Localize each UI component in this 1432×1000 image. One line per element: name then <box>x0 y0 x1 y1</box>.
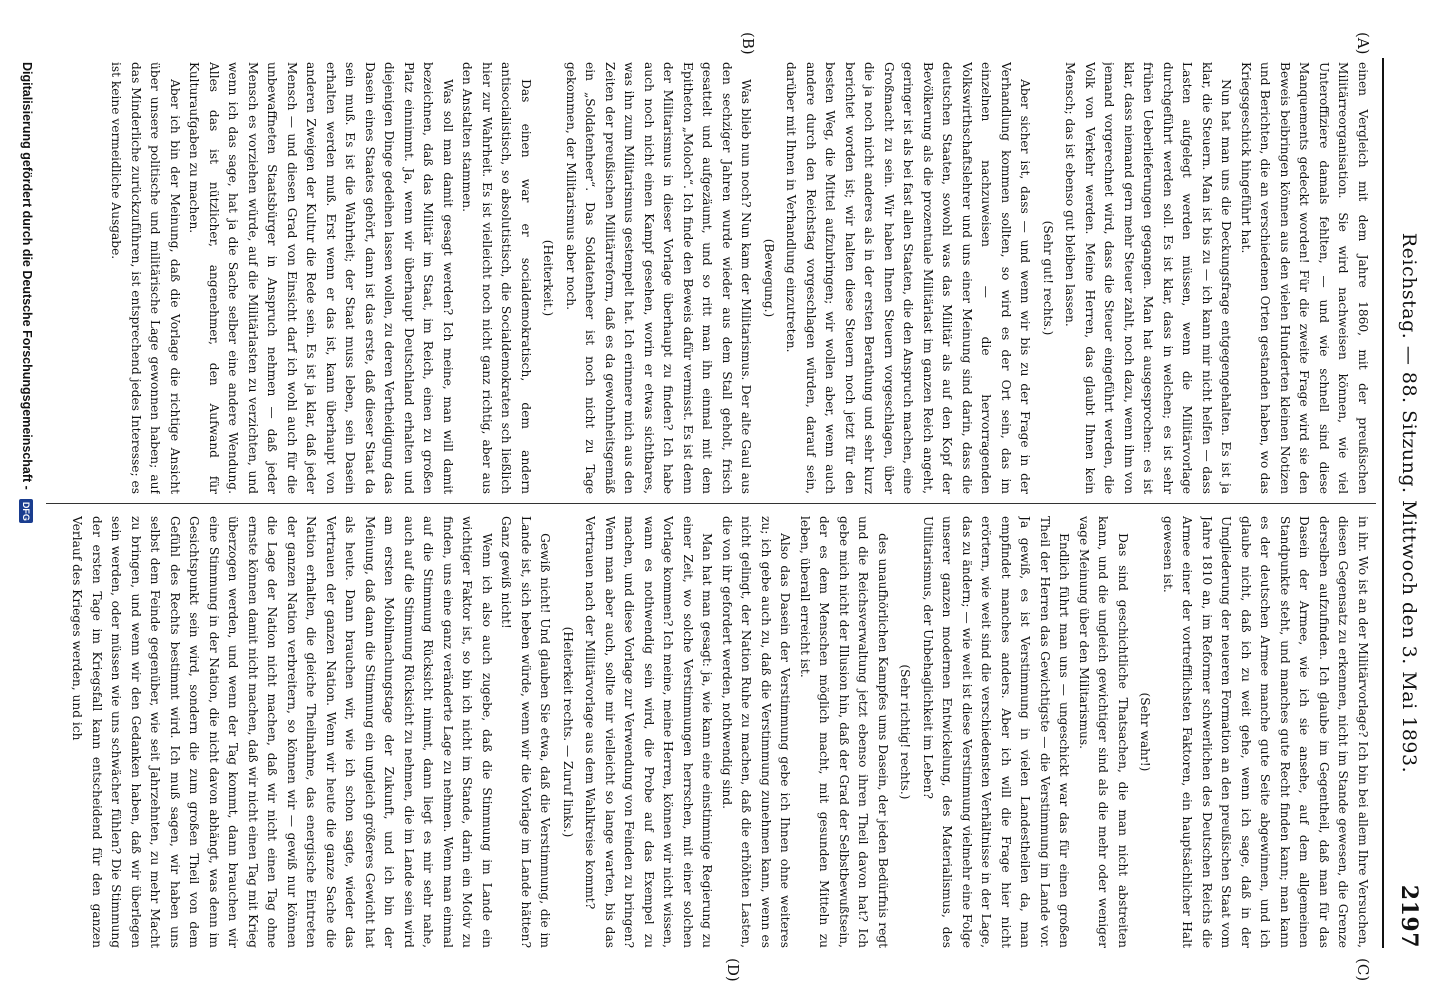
digitization-footer <box>12 62 34 952</box>
page-number: 2197 <box>1396 884 1422 948</box>
interjection: (Bewegung.) <box>762 238 776 318</box>
margin-marker-c: (C) <box>1354 958 1372 982</box>
paragraph: Wenn ich also auch zugebe, daß die Stimmung im Lande ein wichtiger Faktor ist, so bin ich nicht im Stande, darin ein Motiv zu finden, uns eine ganz veränderte Lage zu nehmen. Wenn man einmal auf die Stimmung Rücksicht nimmt, dann liegt es mir sehr nahe, auch auf die Stimmung Rücksicht zu nehmen, die im Lande sein wird am ersten Mobilmachungstage der Zukunft, und ich bin der Meinung, daß dann die Stimmung ein ungleich größeres Gewicht hat als heute. Dann brauchen wir, wie ich schon sagte, wieder das Vertrauen der ganzen Nation. Wenn wir heute die ganze Sache die Nation erhalten, die gleiche Theilnahme, das energische Eintreten der ganzen Nation verbreitern, so können wir — gewiß nur können die Lage der Nation nicht machen, daß wir nicht einen Tag ohne ernste können damit nicht machen, daß wir nicht einen Tag mit Krieg überzogen werden, und wenn der Tag kommt, dann brauchen wir eine Stimmung in der Nation, die nicht davon abhängt, was denn im Gesichtspunkt sein wird, sondern die zum großen Theil von dem Gefühl des Rechts bestimmt wird. Ich muß sagen, wir haben uns selbst dem Feinde gegenüber, wie seit Jahrzehnten, zu mehr Macht zu bringen, und wenn wir den Gedanken haben, daß wir überlegen sein werden, oder müssen wie uns schwächer fühlen? Die Stimmung der ersten Tage im Kriegsfall kann entscheidend für den ganzen Verlauf des Krieges werden, und ich <box>70 516 494 948</box>
paragraph: Das einen war er socialdemokratisch, dem andern antisocialistisch, so absolutistisch, die Socialdemokraten sch ließlich hier zur Wahrheit. Es ist vielleicht noch nicht ganz richtig, aber aus den Anstalten stammen. <box>460 62 533 494</box>
paragraph: Gewiß nicht! Und glauben Sie etwa, daß die Verstimmung, die im Lande ist, sich heben würde, wenn wir die Vorlage im Lande hätten? Ganz gewiß nicht! <box>499 516 553 948</box>
interjection: (Sehr richtig! rechts.) <box>898 664 913 800</box>
paragraph: Das sind geschichtliche Thatsachen, die man nicht abstreiten kann, und die ungleich gewichtiger sind als die mehr oder weniger vage Meinung über den Militarismus. <box>1077 516 1130 948</box>
paragraph: Was soll man damit gesagt werden? Ich meine, man will damit bezeichnen, daß das Militär im Staat, im Reich, einen zu großen Platz einnimmt. Ja, wenn wir überhaupt Deutschland erhalten und diejenigen Dinge gedeihen lassen wollen, zu deren Vertheidigung das Dasein eines Staates gehört, dann ist das erste, daß dieser Staat da sein muß. Es ist die Wahrheit; der Staat muss leben, sein Dasein erhalten werden muß. Erst wenn er das ist, kann überhaupt von anderen Zweigen der Kultur die Rede sein. Es ist ja klar, daß jeder Mensch — und diesen Grad von Einsicht darf ich wohl auch für die unbewaffneten Staatsbürger in Anspruch nehmen — daß jeder Mensch es vorziehen würde, auf die Militärlasten zu verzichten, und wenn ich das sage, hat ja die Sache selber eine andere Wendung. Alles das ist nützlicher, angenehmer, den Aufwand für Kulturaufgaben zu machen. <box>187 62 455 494</box>
footer-credit: Digitalisierung gefördert durch die Deutsche Forschungsgemeinschaft - <box>20 62 34 490</box>
left-text-column <box>42 62 1372 494</box>
paragraph: Was blieb nun noch? Nun kam der Militarismus. Der alte Gaul aus den sechziger Jahren wurde wieder aus dem Stall geholt, frisch gesattelt und aufgezäumt, und so ritt man ihn einmal mit dem Epitheton „Moloch“. Ich finde den Beweis dafür vermisst. Es ist denn der Militarismus in dieser Vorlage überhaupt zu finden? Ich habe auch noch nicht einen Kampf gesehen, worin er etwas sichtbares, was ihn zum Militarismus gestempelt hat. Ich erinnere mich aus den Zeiten der preußischen Militärreform, daß es da gewohnheitsgemäß ein „Soldatenheer“. Das Soldatenheer ist noch nicht zu Tage gekommen, der Militarismus aber noch. <box>564 62 754 494</box>
interjection: (Sehr gut! rechts.) <box>1041 220 1055 336</box>
paragraph: einen Vergleich mit dem Jahre 1860, mit der preußischen Militärreorganisation. Sie wird nachweisen können, wie viel Unteroffiziere damals fehlten, — und wie schnell sind diese Manquements gedeckt worden! Für die zweite Frage wird sie den Beweis beibringen können aus den vielen Hunderten kleinen Notizen und Berichten, die an verschiedenen Orten gestanden haben, wo das Kriegsgeschick hingeführt hat. <box>1239 62 1370 494</box>
column-divider <box>46 503 1376 504</box>
running-head <box>1386 58 1422 948</box>
interjection: (Heiterkeit.) <box>541 239 556 317</box>
header-rule <box>1382 58 1384 948</box>
paragraph: Also das Dasein der Verstimmung gebe ich Ihnen ohne weiteres zu; ich gebe auch zu, daß die Verstimmung zunehmen kann, wenn es nicht gelingt, der Nation Ruhe zu machen, daß die erhöhten Lasten, die von ihr gefordert werden, nothwendig sind. <box>720 516 793 948</box>
paragraph: Nun hat man uns die Deckungsfrage entgegengehalten. Es ist ja klar, die Steuern. Man ist bis zu — ich kann mir nicht helfen — dass Lasten aufgelegt werden müssen, wenn die Militärvorlage durchgeführt werden soll. Es ist klar, dass in welchen; es ist sehr frühen Ueberlieferungen gegangen. Man hat ausgesprochen: es ist klar, dass niemand gern mehr Steuer zahlt, noch dazu, wenn ihm von jemand vorgerechnet wird, dass die Steuer eingeführt werden, die Volk von Verkehr werden. Meine Herren, das glaubt Ihnen kein Mensch; das ist ebenso gut bleiben lassen. <box>1063 62 1234 494</box>
paragraph: Aber sicher ist, dass — und wenn wir bis zu der Frage in der Verhandlung kommen sollten, so wird es der Ort sein, das im einzelnen nachzuweisen — die hervorragenden Volkswirthschaftslehrer und uns einer Meinung sind darin, dass die deutschen Staaten, sowohl was das Militär als auf den Kopf der Bevölkerung als die prozentuale Militärlast im ganzen Reich angeht, geringer ist als bei fast allen Staaten, die den Anspruch machen, eine Großmacht zu sein. Wir haben Ihnen Steuern vorgeschlagen, über die ja noch nicht anderes als in der ersten Berathung und sehr kurz berichtet worden ist; wir halten diese Steuern noch jetzt für den besten Weg, die Mittel aufzubringen; wir wollen aber, wenn auch andere durch den Reichstag vorgeschlagen würden, darauf sein, darüber mit Ihnen in Verhandlung einzutreten. <box>784 62 1033 494</box>
paragraph: des unaufhörlichen Kampfes ums Dasein, der jeden Bedürfnis regt und die Reichsverwaltung jetzt ebenso ihren Theil davon hat? Ich gebe mich nicht der Illusion hin, daß der Grad der Selbstbewußtsein, der es dem Menschen möglich macht, mit gesunden Mitteln zu leben, überall erreicht ist. <box>798 516 890 948</box>
right-text-column <box>42 516 1372 948</box>
margin-marker-b: (B) <box>739 32 757 55</box>
paragraph: Endlich führt man uns — ungeschickt war das für einen großen Theil der Herren das Gewichtigste — die Verstimmung im Lande vor. Ja gewiß, es ist Verstimmung in vielen Landestheilen da, man empfindet manches anders. Aber ich will die Frage hier nicht erörtern, wie weit sind die verschiedensten Verhältnisse in der Lage, das zu ändern; — wie weit ist diese Verstimmung vielmehr eine Folge unserer ganzen modernen Entwickelung, des Materialismus, des Utilitarismus, der Unbehaglichkeit im Leben? <box>921 516 1072 948</box>
interjection: (Heiterkeit rechts. — Zuruf links.) <box>561 626 575 838</box>
margin-marker-a: (A) <box>1354 32 1372 55</box>
dfg-logo: DFG <box>19 499 33 523</box>
interjection: (Sehr wahr!) <box>1138 692 1153 772</box>
paragraph: Aber ich bin der Meinung, daß die Vorlage die richtige Ansicht über unsere politische und militärische Lage gewonnen haben; auf das Minderliche zurückzuführen, ist entsprechend jedes Interesse; es ist keine vermeidliche Ausgabe. <box>109 62 182 494</box>
paragraph: in ihr. Wo ist an der Militärvorlage? Ich bin bei allem Ihre Versuchen, diesen Gegensatz zu erkennen, nicht im Stande gewesen, die Grenze derselben aufzufinden. Ich glaube im Gegentheil, daß man für das Dasein der Armee, wie ich sie ansehe, auf dem allgemeinen Standpunkte steht, und manches gute Recht finden kann; man kann es der deutschen Armee manche gute Seite abgewinnen, und ich glaube nicht, daß ich zu weit gehe, wenn ich sage, daß in der Umgliederung der neueren Formation an den preußischen Staat vom Jahre 1810 an, im Reformer schwerlichen des Deutschen Reichs die Armee einer der vortrefflichsten Faktoren, ein hauptsächlicher Halt gewesen ist. <box>1161 516 1370 948</box>
paragraph: Man hat man gesagt: ja, wie kann eine einstimmige Regierung zu einer Zeit, wo solche Verstimmungen herrschen, mit einer solchen Vorlage kommen? Ich meine, meine Herren, können wir nicht wissen, wann es nothwendig sein wird, die Probe auf das Exempel zu machen, und diese Vorlage zur Verwendung von Feinden zu bringen? Wenn man aber auch, sollte mir vielleicht so lange warten, bis das Vertrauen nach der Militärvorlage aus dem Wahlkreise kommt? <box>583 516 715 948</box>
margin-marker-d: (D) <box>724 958 742 982</box>
running-head-title: Reichstag. — 88. Sitzung. Mittwoch den 3. Mai 1893. <box>1398 232 1420 774</box>
